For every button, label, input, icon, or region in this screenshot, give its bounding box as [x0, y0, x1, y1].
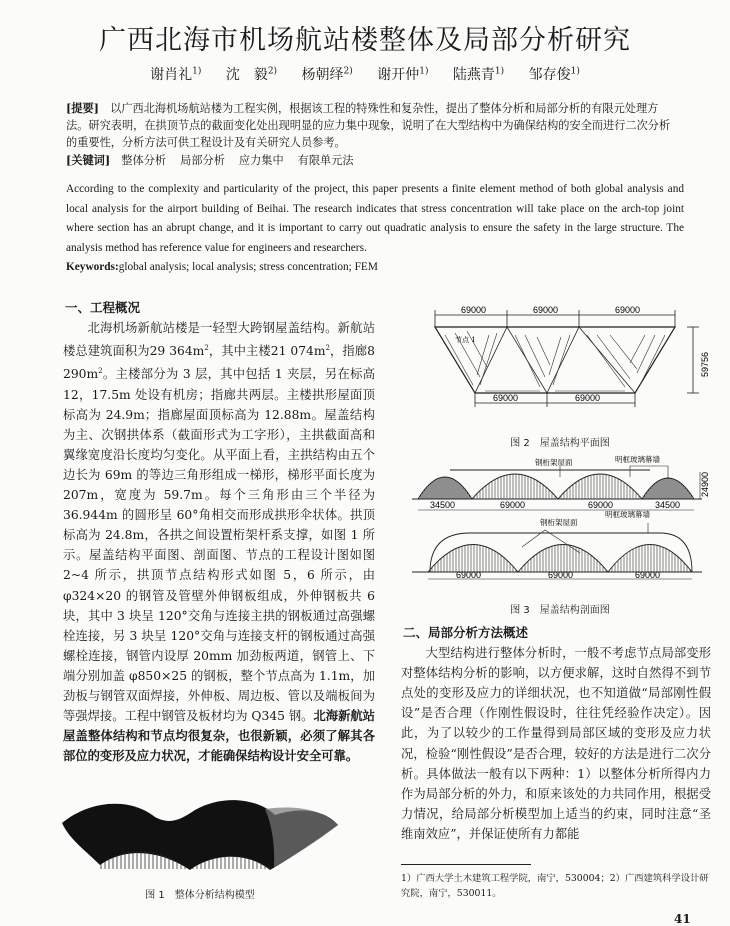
author-list: [0, 64, 730, 84]
section-2: [401, 623, 711, 844]
chinese-abstract: [66, 100, 676, 169]
dim-label: 69000: [575, 393, 601, 403]
dim-label: 34500: [655, 500, 681, 510]
abstract-label: [提要]: [66, 101, 99, 115]
dim-label: 69000: [548, 570, 574, 580]
english-abstract-text: According to the complexity and particularity of the project, this paper presents a finite element method of both global analysis and local analysis for the airport building of Beihai. The research indicates that stress concentration will take place on the arch-top joint where section has an abrupt change, and it is important to carry out quadratic analysis to ensure the safety in the large structure. The analysis method has reference value for engineers and researchers.: [66, 183, 684, 254]
glass-wall-label: 明框玻璃幕墙: [605, 510, 650, 519]
node-label: 节点 1: [455, 336, 476, 344]
truss-label: 钢桁架屋面: [540, 518, 578, 527]
section-heading: 一、工程概况: [65, 300, 141, 315]
dim-label: 24900: [700, 471, 710, 497]
paragraph: 北海机场新航站楼是一轻型大跨钢屋盖结构。新航站楼总建筑面积为29 $364m^2$，其中主楼21 $074m^2$，指廊8 $290m^2$。主楼部分为 3 层，其中包括 1 夹层，另在标高 12，17.5m 处设有机房；指廊共两层。主楼拱形屋面顶标高为 24.9m；指廊屋面顶标高为 12.88m。屋盖结构为主、次钢拱体系（截面形式为工字形），主拱截面高和翼缘宽度沿长度均匀变化。从平面上看，主拱结构由五个边长为 69m 的等边三角形组成一梯形，梯形平面长度为 207m，宽度为 59.7m。每个三角形由三个半径为 36.944m 的圆形呈 60°角相交而形成拱形伞状体。拱顶标高为 24.8m，各拱之间设置桁架杆系支撑，如图 1 所示。屋盖结构平面图、剖面图、节点的工程设计图如图 2~4 所示，拱顶节点结构形式如图 5，6 所示，由 φ324×20 的钢管及管壁外伸钢板组成，外伸钢板共 6 块，其中 3 块呈 120°交角与连接主拱的钢板通过高强螺栓连接，另 3 块呈 120°交角与连接支杆的钢板通过高强螺栓连接，钢管内设厚 20mm 加劲板两道，钢管上、下端分别加盖 φ850×25 的钢板，整个节点高为 1.1m，加劲板与钢管双面焊接，外伸板、周边板、管以及端板间为等强焊接。工程中钢管及板材均为 Q345 钢。北海新航站屋盖整体结构和节点均很复杂，也很新颖，必须了解其各部位的变形及应力状况，才能确保结构设计安全可靠。: [63, 321, 375, 764]
dim-label: 69000: [456, 570, 482, 580]
dim-label: 69000: [588, 500, 614, 510]
author: 陆燕青$^{1)}$: [452, 66, 505, 83]
abstract-text: 以广西北海机场航站楼为工程实例，根据该工程的特殊性和复杂性，提出了整体分析和局部分析的有限元处理方法。研究表明，在拱顶节点的截面变化处出现明显的应力集中现象，说明了在大型结构中为确保结构的安全而进行二次分析的重要性，分析方法可供工程设计及有关研究人员参考。: [66, 102, 671, 150]
chinese-keywords: [关键词] 整体分析 局部分析 应力集中 有限单元法: [66, 152, 354, 167]
dim-label: 69000: [493, 393, 519, 403]
dim-label: 69000: [500, 500, 526, 510]
dim-label: 59756: [700, 351, 710, 377]
section-heading: 二、局部分析方法概述: [403, 625, 529, 640]
figure-1-model: [60, 795, 340, 875]
dim-label: 69000: [533, 305, 559, 315]
author: 杨朝绎$^{2)}$: [301, 66, 353, 83]
figure-3-caption: 图 3 屋盖结构剖面图: [510, 605, 610, 616]
paragraph: 大型结构进行整体分析时，一般不考虑节点局部变形对整体结构分析的影响，以方便求解，这时自然得不到节点处的变形及应力的详细状况，也不知道做“局部刚性假设”是否合理（作刚性假设时，往往凭经验作决定）。因此，为了以较少的工作量得到局部区域的变形及应力状况，检验“刚性假设”是否合理，较好的方法是进行二次分析。具体做法一般有以下两种：1）以整体分析所得内力作为局部分析的外力，和原来该处的力共同作用，根据受力情况，给局部分析模型加上适当的约束，同时注意“圣维南效应”，并保证使所有力都能: [401, 646, 711, 841]
figure-1-caption: 图 1 整体分析结构模型: [145, 890, 255, 901]
figure-2-plan: [425, 305, 715, 415]
truss-label: 钢桁架屋面: [535, 458, 573, 467]
dim-label: 34500: [430, 500, 456, 510]
english-keywords: Keywords:global analysis; local analysis; stress concentration; FEM: [66, 261, 378, 273]
figure-2-caption: 图 2 屋盖结构平面图: [510, 438, 610, 449]
footnote-rule: [401, 864, 531, 865]
dim-label: 69000: [615, 305, 641, 315]
dim-label: 69000: [461, 305, 487, 315]
english-abstract: [66, 180, 684, 278]
dim-label: 69000: [635, 570, 661, 580]
footnote: 1）广西大学土木建筑工程学院，南宁，530004；2）广西建筑科学设计研究院，南宁，530011。: [401, 873, 709, 899]
figure-3-section: [410, 455, 710, 590]
section-1: [63, 298, 375, 766]
paper-title: 广西北海市机场航站楼整体及局部分析研究: [99, 25, 631, 56]
author: 邹存俊$^{1)}$: [528, 66, 580, 83]
author: 谢开仲$^{1)}$: [377, 66, 429, 83]
author: 谢肖礼$^{1)}$: [150, 66, 202, 83]
author: 沈 毅$^{2)}$: [225, 66, 278, 83]
page-number: 41: [674, 912, 691, 926]
glass-wall-label: 明框玻璃幕墙: [615, 455, 660, 464]
